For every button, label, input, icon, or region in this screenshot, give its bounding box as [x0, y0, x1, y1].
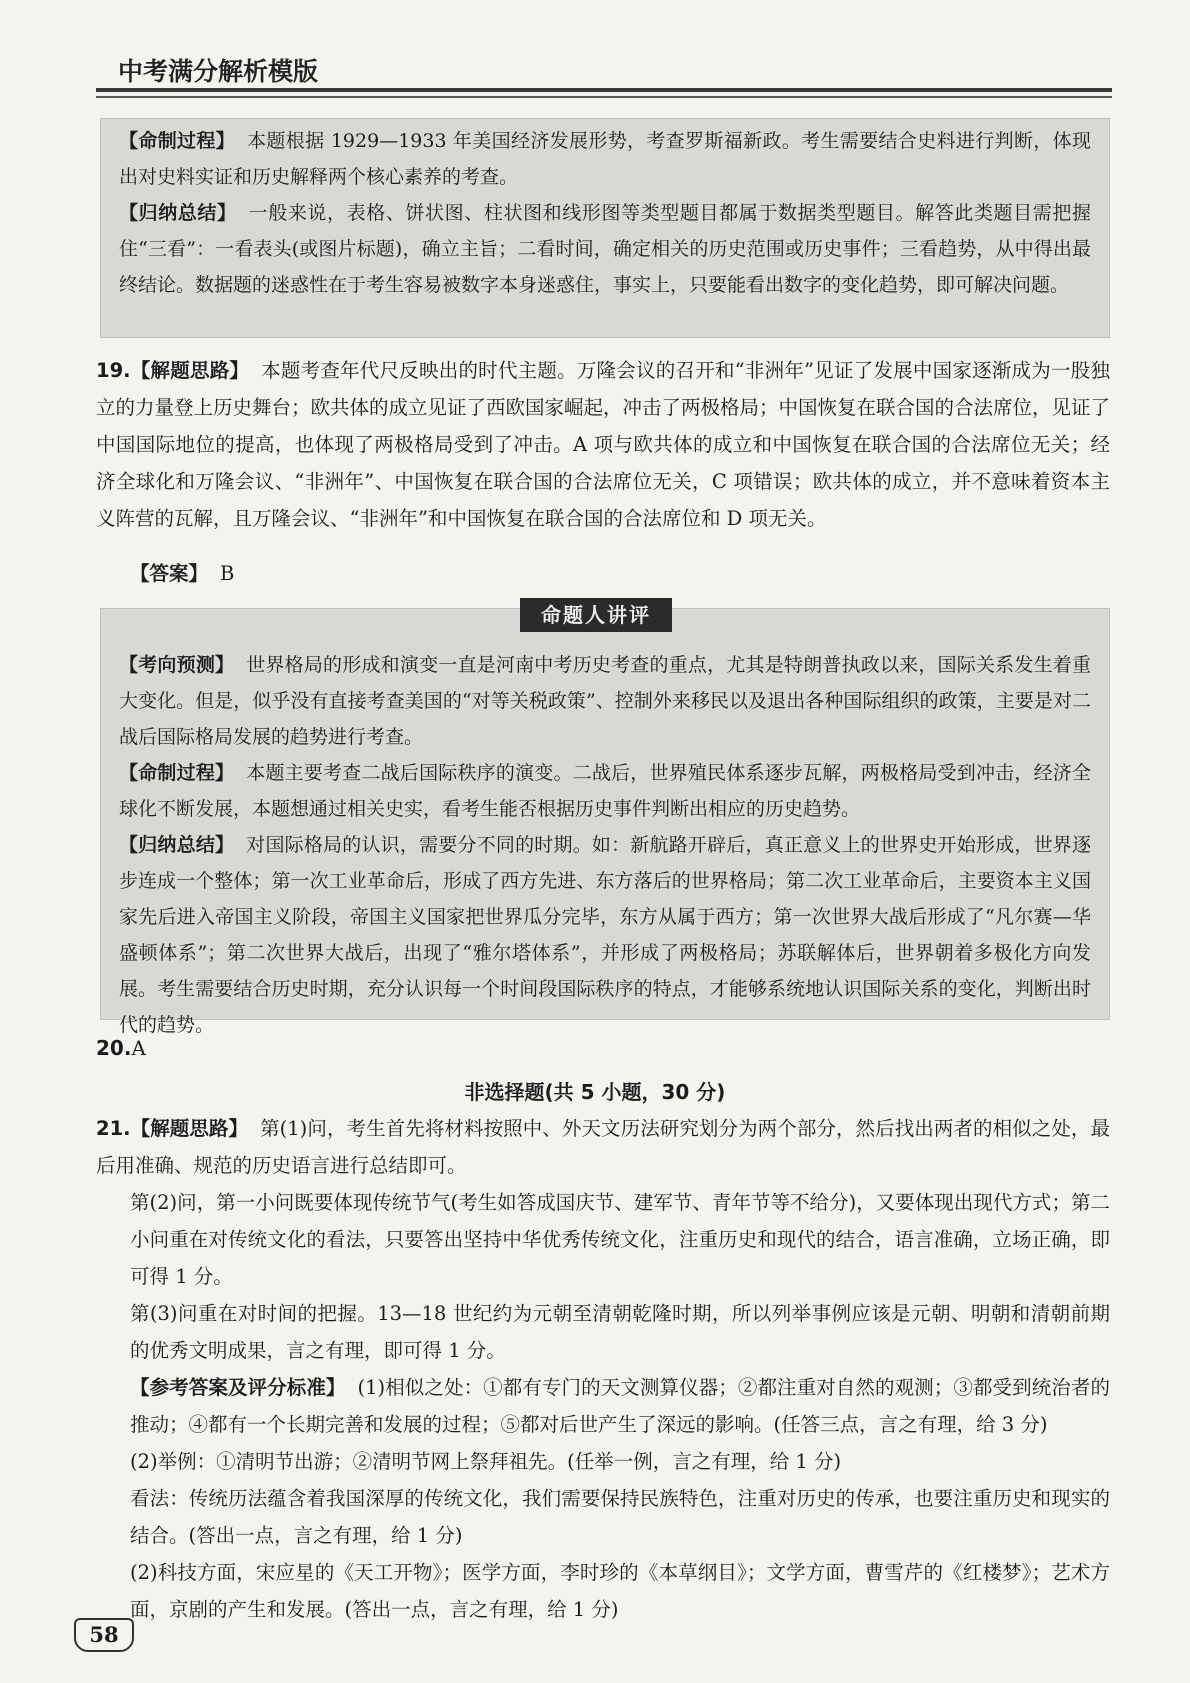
box-title-banner: 命题人讲评 [520, 598, 672, 632]
q21-paragraph: (2)科技方面，宋应星的《天工开物》；医学方面，李时珍的《本草纲目》；文学方面，曹雪芹的《红楼梦》；艺术方面，京剧的产生和发展。(答出一点，言之有理，给 1 分) [130, 1561, 1110, 1621]
tag-mingzhi-guocheng: 【命制过程】 [119, 762, 235, 784]
tag-mingzhi-guocheng: 【命制过程】 [119, 130, 236, 152]
question-21-explanation [96, 1110, 1110, 1628]
q18-commentary-box [100, 118, 1110, 338]
answer-value: A [131, 1036, 146, 1060]
tag-cankao-daan: 【参考答案及评分标准】 [130, 1376, 346, 1399]
paragraph-text: 本题考查年代尺反映出的时代主题。万隆会议的召开和“非洲年”见证了发展中国家逐渐成为一股独立的力量登上历史舞台；欧共体的成立见证了西欧国家崛起，冲击了两极格局；中国恢复在联合国的合法席位，见证了中国国际地位的提高，也体现了两极格局受到了冲击。A 项与欧共体的成立和中国恢复在联合国的合法席位无关；经济全球化和万隆会议、“非洲年”、中国恢复在联合国的合法席位无关，C 项错误；欧共体的成立，并不意味着资本主义阵营的瓦解，且万隆会议、“非洲年”和中国恢复在联合国的合法席位和 D 项无关。 [96, 359, 1111, 530]
question-19-answer [130, 558, 234, 586]
answer-value: B [220, 562, 235, 585]
q21-paragraph: 第(3)问重在对时间的把握。13—18 世纪约为元朝至清朝乾隆时期，所以列举事例应该是元朝、明朝和清朝前期的优秀文明成果，言之有理，即可得 1 分。 [130, 1302, 1110, 1362]
paragraph-text: 本题主要考查二战后国际秩序的演变。二战后，世界殖民体系逐步瓦解，两极格局受到冲击，经济全球化不断发展，本题想通过相关史实，看考生能否根据历史事件判断出相应的历史趋势。 [119, 762, 1091, 820]
commentary-paragraph [119, 647, 1091, 755]
tag-jieti-silu: 【解题思路】 [130, 1117, 249, 1140]
q21-paragraph [96, 1110, 1110, 1184]
q21-paragraph [96, 1369, 1110, 1443]
paragraph-text: 本题根据 1929—1933 年美国经济发展形势，考查罗斯福新政。考生需要结合史料进行判断，体现出对史料实证和历史解释两个核心素养的考查。 [119, 130, 1091, 188]
q21-paragraph: 第(2)问，第一小问既要体现传统节气(考生如答成国庆节、建军节、青年节等不给分)，又要体现出现代方式；第二小问重在对传统文化的看法，只要答出坚持中华优秀传统文化，注重历史和现代的结合，语言准确，立场正确，即可得 1 分。 [130, 1191, 1110, 1288]
mingtiren-jiangping-box [100, 608, 1110, 1036]
q21-paragraph: 看法：传统历法蕴含着我国深厚的传统文化，我们需要保持民族特色，注重对历史的传承，也要注重历史和现实的结合。(答出一点，言之有理，给 1 分) [130, 1487, 1110, 1547]
paragraph-text: 世界格局的形成和演变一直是河南中考历史考查的重点，尤其是特朗普执政以来，国际关系发生着重大变化。但是，似乎没有直接考查美国的“对等关税政策”、控制外来移民以及退出各种国际组织的政策，主要是对二战后国际格局发展的趋势进行考查。 [119, 654, 1091, 748]
q21-paragraph: (2)举例：①清明节出游；②清明节网上祭拜祖先。(任举一例，言之有理，给 1 分) [130, 1450, 842, 1473]
paragraph-text: 对国际格局的认识，需要分不同的时期。如：新航路开辟后，真正意义上的世界史开始形成，世界逐步连成一个整体；第一次工业革命后，形成了西方先进、东方落后的世界格局；第二次工业革命后，主要资本主义国家先后进入帝国主义阶段，帝国主义国家把世界瓜分完毕，东方从属于西方；第一次世界大战后形成了“凡尔赛—华盛顿体系”；第二次世界大战后，出现了“雅尔塔体系”，并形成了两极格局；苏联解体后，世界朝着多极化方向发展。考生需要结合历史时期，充分认识每一个时间段国际秩序的特点，才能够系统地认识国际关系的变化，判断出时代的趋势。 [119, 834, 1091, 1036]
page-number: 58 [74, 1618, 134, 1652]
tag-guina-zongjie: 【归纳总结】 [119, 834, 235, 856]
question-number: 20. [96, 1036, 132, 1060]
tag-kaoxiang-yuce: 【考向预测】 [119, 654, 235, 676]
page-header-title: 中考满分解析模版 [118, 57, 319, 86]
tag-guina-zongjie: 【归纳总结】 [119, 202, 237, 224]
question-number: 19. [96, 359, 131, 382]
question-19-explanation [96, 352, 1110, 537]
paragraph-text: 第(1)问，考生首先将材料按照中、外天文历法研究划分为两个部分，然后找出两者的相似之处，最后用准确、规范的历史语言进行总结即可。 [96, 1117, 1110, 1177]
paragraph-text: (1)相似之处：①都有专门的天文测算仪器；②都注重对自然的观测；③都受到统治者的推动；④都有一个长期完善和发展的过程；⑤都对后世产生了深远的影响。(任答三点，言之有理，给 3 分) [130, 1376, 1110, 1436]
commentary-paragraph [119, 195, 1091, 303]
section-title: 非选择题(共 5 小题，30 分) [464, 1080, 726, 1104]
paragraph-text: 一般来说，表格、饼状图、柱状图和线形图等类型题目都属于数据类型题目。解答此类题目需把握住“三看”：一看表头(或图片标题)，确立主旨；二看时间，确定相关的历史范围或历史事件；三看趋势，从中得出最终结论。数据题的迷惑性在于考生容易被数字本身迷惑住，事实上，只要能看出数字的变化趋势，即可解决问题。 [119, 202, 1091, 296]
commentary-paragraph [119, 755, 1091, 827]
header-rule-thin [96, 96, 1112, 98]
commentary-paragraph [119, 123, 1091, 195]
question-20-answer [96, 1036, 146, 1060]
commentary-paragraph [119, 827, 1091, 1043]
tag-answer: 【答案】 [130, 562, 209, 585]
header-rule-thick [96, 88, 1112, 92]
question-number: 21. [96, 1117, 131, 1140]
tag-jieti-silu: 【解题思路】 [130, 359, 250, 382]
